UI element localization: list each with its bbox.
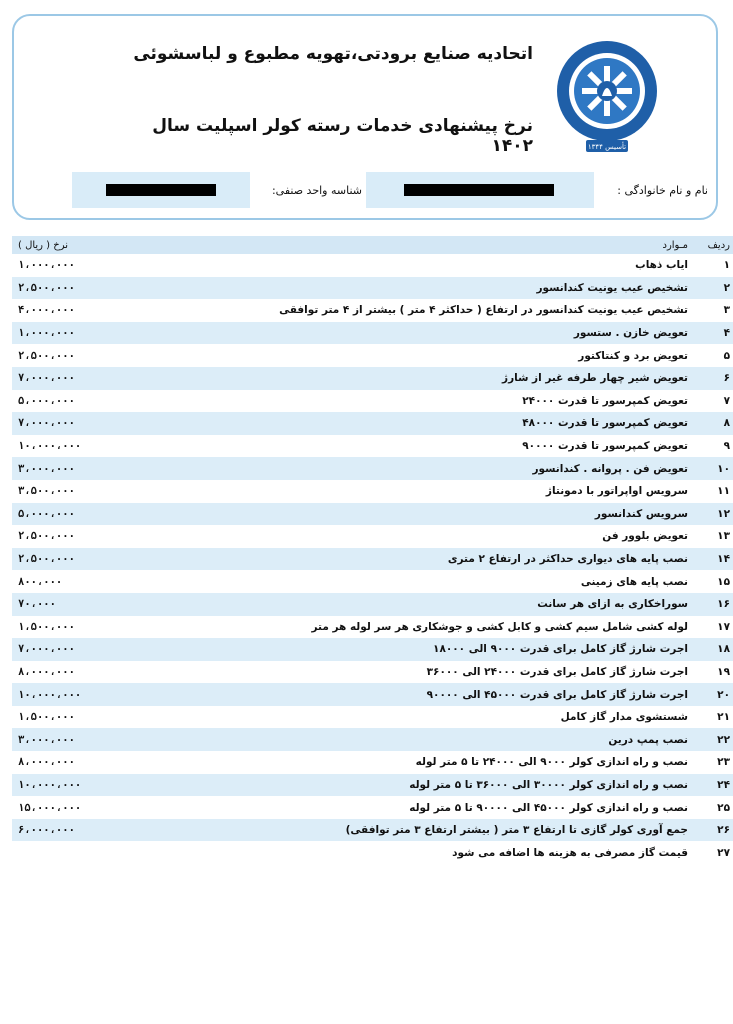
row-item: سرویس اواپراتور با دمونتاژ bbox=[545, 485, 688, 498]
row-item: نصب پمپ درین bbox=[120, 728, 694, 751]
row-item: تعویض خازن . ستسور bbox=[120, 322, 694, 345]
row-number: ۱۲ bbox=[694, 503, 733, 526]
row-item: نصب و راه اندازی کولر ۴۵۰۰۰ الی ۹۰۰۰۰ تا ۵ متر لوله bbox=[409, 801, 688, 814]
table-row bbox=[12, 570, 733, 593]
row-price: ۱،۵۰۰،۰۰۰ bbox=[18, 711, 75, 724]
row-price: ۱،۰۰۰،۰۰۰ bbox=[12, 322, 120, 345]
table-row bbox=[12, 435, 733, 458]
row-number: ۲۱ bbox=[717, 711, 730, 724]
row-price: ۱،۰۰۰،۰۰۰ bbox=[18, 259, 75, 272]
row-item: تشخیص عیب یونیت کندانسور در ارتفاع ( حداکثر ۴ متر ) بیشتر از ۴ متر توافقی bbox=[279, 304, 688, 317]
row-number: ۲۶ bbox=[694, 819, 733, 842]
table-row bbox=[12, 819, 733, 842]
union-logo-icon bbox=[552, 36, 662, 154]
row-item: شستشوی مدار گاز کامل bbox=[560, 711, 688, 724]
row-item: ایاب ذهاب bbox=[635, 259, 688, 272]
row-number: ۱۱ bbox=[717, 485, 730, 498]
row-price: ۷،۰۰۰،۰۰۰ bbox=[12, 412, 120, 435]
row-item: سوراخکاری به ازای هر سانت bbox=[120, 593, 694, 616]
row-number: ۲۰ bbox=[694, 683, 733, 706]
row-item: تعویض فن . پروانه . کندانسور bbox=[120, 457, 694, 480]
row-number: ۷ bbox=[723, 394, 730, 407]
row-price: ۴،۰۰۰،۰۰۰ bbox=[18, 304, 75, 317]
row-number: ۱۸ bbox=[694, 638, 733, 661]
row-item: سرویس کندانسور bbox=[120, 503, 694, 526]
row-number: ۹ bbox=[723, 440, 730, 453]
row-price: ۸،۰۰۰،۰۰۰ bbox=[18, 665, 75, 678]
row-item: تعویض بلوور فن bbox=[602, 530, 688, 543]
row-price: ۵،۰۰۰،۰۰۰ bbox=[12, 503, 120, 526]
table-row bbox=[12, 277, 733, 300]
row-number: ۱ bbox=[723, 259, 730, 272]
row-number: ۲۷ bbox=[717, 846, 730, 859]
table-row bbox=[12, 841, 733, 864]
row-item: اجرت شارژ گاز کامل برای قدرت ۲۴۰۰۰ الی ۳۶۰۰۰ bbox=[426, 665, 688, 678]
unit-id-field bbox=[72, 172, 250, 208]
table-row bbox=[12, 548, 733, 571]
name-redaction bbox=[404, 184, 554, 196]
table-body bbox=[12, 254, 733, 864]
row-number: ۳ bbox=[723, 304, 730, 317]
document-title: نرخ پیشنهادی خدمات رسته کولر اسپلیت سال ۱۴۰۲ bbox=[152, 116, 533, 156]
header-item: مـوارد bbox=[120, 236, 694, 254]
table-row bbox=[12, 728, 733, 751]
row-price: ۷۰،۰۰۰ bbox=[12, 593, 120, 616]
row-number: ۱۴ bbox=[694, 548, 733, 571]
table-row bbox=[12, 593, 733, 616]
table-row bbox=[12, 457, 733, 480]
table-row bbox=[12, 683, 733, 706]
row-price: ۱۰،۰۰۰،۰۰۰ bbox=[18, 440, 82, 453]
row-number: ۱۵ bbox=[717, 575, 730, 588]
table-row bbox=[12, 616, 733, 639]
table-row bbox=[12, 706, 733, 729]
row-number: ۱۳ bbox=[717, 530, 730, 543]
row-price: ۱۵،۰۰۰،۰۰۰ bbox=[18, 801, 82, 814]
row-price: ۲،۵۰۰،۰۰۰ bbox=[18, 349, 75, 362]
row-price bbox=[12, 841, 120, 864]
table-row bbox=[12, 796, 733, 819]
row-item: تشخیص عیب یونیت کندانسور bbox=[120, 277, 694, 300]
row-price: ۸،۰۰۰،۰۰۰ bbox=[18, 756, 75, 769]
row-item: نصب پایه های دیواری حداکثر در ارتفاع ۲ متری bbox=[120, 548, 694, 571]
row-item: تعویض برد و کنتاکتور bbox=[578, 349, 688, 362]
row-price: ۱۰،۰۰۰،۰۰۰ bbox=[12, 683, 120, 706]
table-row bbox=[12, 344, 733, 367]
unit-id-redaction bbox=[106, 184, 216, 196]
table-row bbox=[12, 661, 733, 684]
row-number: ۲۵ bbox=[717, 801, 730, 814]
table-row bbox=[12, 367, 733, 390]
table-row bbox=[12, 503, 733, 526]
row-item: تعویض کمپرسور تا قدرت ۲۴۰۰۰ bbox=[522, 394, 688, 407]
name-field bbox=[366, 172, 594, 208]
row-item: لوله کشی شامل سیم کشی و کابل کشی و جوشکاری هر سر لوله هر متر bbox=[311, 620, 688, 633]
row-item: اجرت شارژ گاز کامل برای قدرت ۴۵۰۰۰ الی ۹۰۰۰۰ bbox=[120, 683, 694, 706]
row-price: ۳،۵۰۰،۰۰۰ bbox=[18, 485, 75, 498]
row-number: ۵ bbox=[723, 349, 730, 362]
row-number: ۲۲ bbox=[694, 728, 733, 751]
table-row bbox=[12, 254, 733, 277]
row-price: ۲،۵۰۰،۰۰۰ bbox=[12, 548, 120, 571]
table-row bbox=[12, 390, 733, 413]
row-price: ۸۰۰،۰۰۰ bbox=[18, 575, 63, 588]
table-row bbox=[12, 638, 733, 661]
organization-title: اتحادیه صنایع برودتی،تهویه مطبوع و لباسشوئی bbox=[133, 44, 533, 64]
logo-caption: تأسیس ۱۳۴۴ bbox=[587, 143, 627, 151]
row-item: اجرت شارژ گاز کامل برای قدرت ۹۰۰۰ الی ۱۸۰۰۰ bbox=[120, 638, 694, 661]
identity-row bbox=[72, 172, 718, 208]
row-price: ۷،۰۰۰،۰۰۰ bbox=[12, 367, 120, 390]
row-item: تعویض شیر چهار طرفه غیر از شارژ bbox=[120, 367, 694, 390]
row-number: ۲۳ bbox=[717, 756, 730, 769]
unit-id-label: شناسه واحد صنفی: bbox=[271, 184, 362, 197]
row-price: ۲،۵۰۰،۰۰۰ bbox=[12, 277, 120, 300]
row-price: ۷،۰۰۰،۰۰۰ bbox=[12, 638, 120, 661]
row-item: جمع آوری کولر گازی تا ارتفاع ۳ متر ( بیشتر ارتفاع ۳ متر توافقی) bbox=[120, 819, 694, 842]
row-number: ۲۴ bbox=[694, 774, 733, 797]
header-price: نرخ ( ریال ) bbox=[12, 236, 120, 254]
row-number: ۸ bbox=[694, 412, 733, 435]
row-number: ۱۷ bbox=[717, 620, 730, 633]
row-item: تعویض کمپرسور تا قدرت ۴۸۰۰۰ bbox=[120, 412, 694, 435]
row-item: تعویض کمپرسور تا قدرت ۹۰۰۰۰ bbox=[522, 440, 688, 453]
row-price: ۱۰،۰۰۰،۰۰۰ bbox=[12, 774, 120, 797]
row-price: ۳،۰۰۰،۰۰۰ bbox=[12, 728, 120, 751]
row-number: ۱۹ bbox=[717, 665, 730, 678]
row-price: ۲،۵۰۰،۰۰۰ bbox=[18, 530, 75, 543]
table-row bbox=[12, 480, 733, 503]
row-item: نصب و راه اندازی کولر ۹۰۰۰ الی ۲۴۰۰۰ تا ۵ متر لوله bbox=[415, 756, 688, 769]
row-item: قیمت گاز مصرفی به هزینه ها اضافه می شود bbox=[452, 846, 688, 859]
row-number: ۴ bbox=[694, 322, 733, 345]
row-price: ۱،۵۰۰،۰۰۰ bbox=[18, 620, 75, 633]
table-row bbox=[12, 412, 733, 435]
table-row bbox=[12, 751, 733, 774]
row-number: ۱۶ bbox=[694, 593, 733, 616]
row-number: ۲ bbox=[694, 277, 733, 300]
price-table bbox=[12, 236, 733, 864]
table-row bbox=[12, 299, 733, 322]
row-price: ۳،۰۰۰،۰۰۰ bbox=[12, 457, 120, 480]
row-item: نصب و راه اندازی کولر ۳۰۰۰۰ الی ۳۶۰۰۰ تا ۵ متر لوله bbox=[120, 774, 694, 797]
row-number: ۶ bbox=[694, 367, 733, 390]
name-label: نام و نام خانوادگی : bbox=[617, 184, 708, 197]
table-header-row bbox=[12, 236, 733, 254]
row-number: ۱۰ bbox=[694, 457, 733, 480]
table-row bbox=[12, 525, 733, 548]
table-row bbox=[12, 322, 733, 345]
header-row-number: ردیف bbox=[694, 236, 733, 254]
table-row bbox=[12, 774, 733, 797]
row-price: ۵،۰۰۰،۰۰۰ bbox=[18, 394, 75, 407]
row-item: نصب پایه های زمینی bbox=[580, 575, 688, 588]
row-price: ۶،۰۰۰،۰۰۰ bbox=[12, 819, 120, 842]
